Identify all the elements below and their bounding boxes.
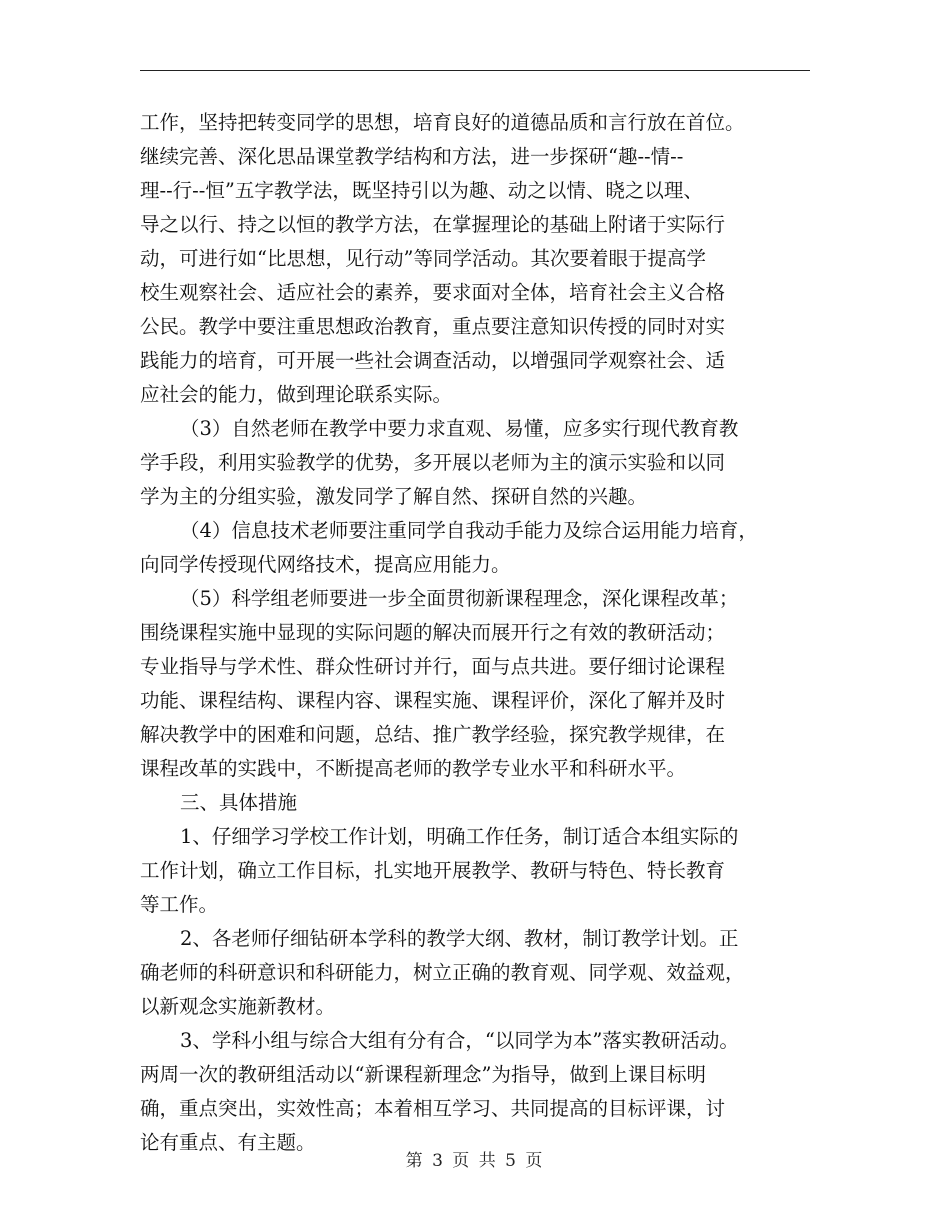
text-line: 功能、课程结构、课程内容、课程实施、课程评价，深化了解并及时 [140, 689, 726, 712]
text-line: 公民。教学中要注重思想政治教育，重点要注意知识传授的同时对实 [140, 315, 726, 338]
text-line: 学手段，利用实验教学的优势，多开展以老师为主的演示实验和以同 [140, 451, 726, 474]
text-line: 继续完善、深化思品课堂教学结构和方法，进一步探研“趣--情-- [140, 145, 684, 168]
text-line: 解决教学中的困难和问题，总结、推广教学经验，探究教学规律，在 [140, 723, 726, 746]
text-line: 动，可进行如“比思想，见行动”等同学活动。其次要着眼于提高学 [140, 247, 706, 270]
text-line: 向同学传授现代网络技术，提高应用能力。 [140, 553, 511, 576]
text-line: 专业指导与学术性、群众性研讨并行，面与点共进。要仔细讨论课程 [140, 655, 726, 678]
text-line: 校生观察社会、适应社会的素养，要求面对全体，培育社会主义合格 [140, 281, 726, 304]
text-line: 导之以行、持之以恒的教学方法，在掌握理论的基础上附诸于实际行 [140, 213, 726, 236]
text-line: 等工作。 [140, 893, 219, 916]
text-line: 应社会的能力，做到理论联系实际。 [140, 383, 453, 406]
text-line: 课程改革的实践中，不断提高老师的教学专业水平和科研水平。 [140, 757, 687, 780]
text-line: 两周一次的教研组活动以“新课程新理念”为指导，做到上课目标明 [140, 1063, 706, 1086]
section-heading: 三、具体措施 [180, 791, 298, 814]
paragraph-first-line: （3）自然老师在教学中要力求直观、易懂，应多实行现代教育教 [180, 417, 739, 440]
header-rule [140, 70, 810, 71]
text-line: 以新观念实施新教材。 [140, 995, 336, 1018]
text-line: 工作，坚持把转变同学的思想，培育良好的道德品质和言行放在首位。 [140, 111, 745, 134]
paragraph-first-line: （5）科学组老师要进一步全面贯彻新课程理念，深化课程改革； [180, 587, 739, 610]
page-number: 第 3 页 共 5 页 [405, 1151, 545, 1171]
paragraph-first-line: 3、学科小组与综合大组有分有合，“以同学为本”落实教研活动。 [180, 1029, 739, 1052]
text-line: 围绕课程实施中显现的实际问题的解决而展开行之有效的教研活动； [140, 621, 726, 644]
text-line: 论有重点、有主题。 [140, 1131, 316, 1154]
text-line: 理--行--恒”五字教学法，既坚持引以为趣、动之以情、晓之以理、 [140, 179, 703, 202]
paragraph-first-line: 1、仔细学习学校工作计划，明确工作任务，制订适合本组实际的 [180, 825, 739, 848]
document-body [140, 106, 810, 1160]
text-line: 工作计划，确立工作目标，扎实地开展教学、教研与特色、特长教育 [140, 859, 726, 882]
paragraph-first-line: （4）信息技术老师要注重同学自我动手能力及综合运用能力培育， [180, 519, 758, 542]
text-line: 践能力的培育，可开展一些社会调查活动，以增强同学观察社会、适 [140, 349, 726, 372]
paragraph-first-line: 2、各老师仔细钻研本学科的教学大纲、教材，制订教学计划。正 [180, 927, 739, 950]
text-line: 确老师的科研意识和科研能力，树立正确的教育观、同学观、效益观， [140, 961, 745, 984]
text-line: 确，重点突出，实效性高；本着相互学习、共同提高的目标评课，讨 [140, 1097, 726, 1120]
text-line: 学为主的分组实验，激发同学了解自然、探研自然的兴趣。 [140, 485, 648, 508]
